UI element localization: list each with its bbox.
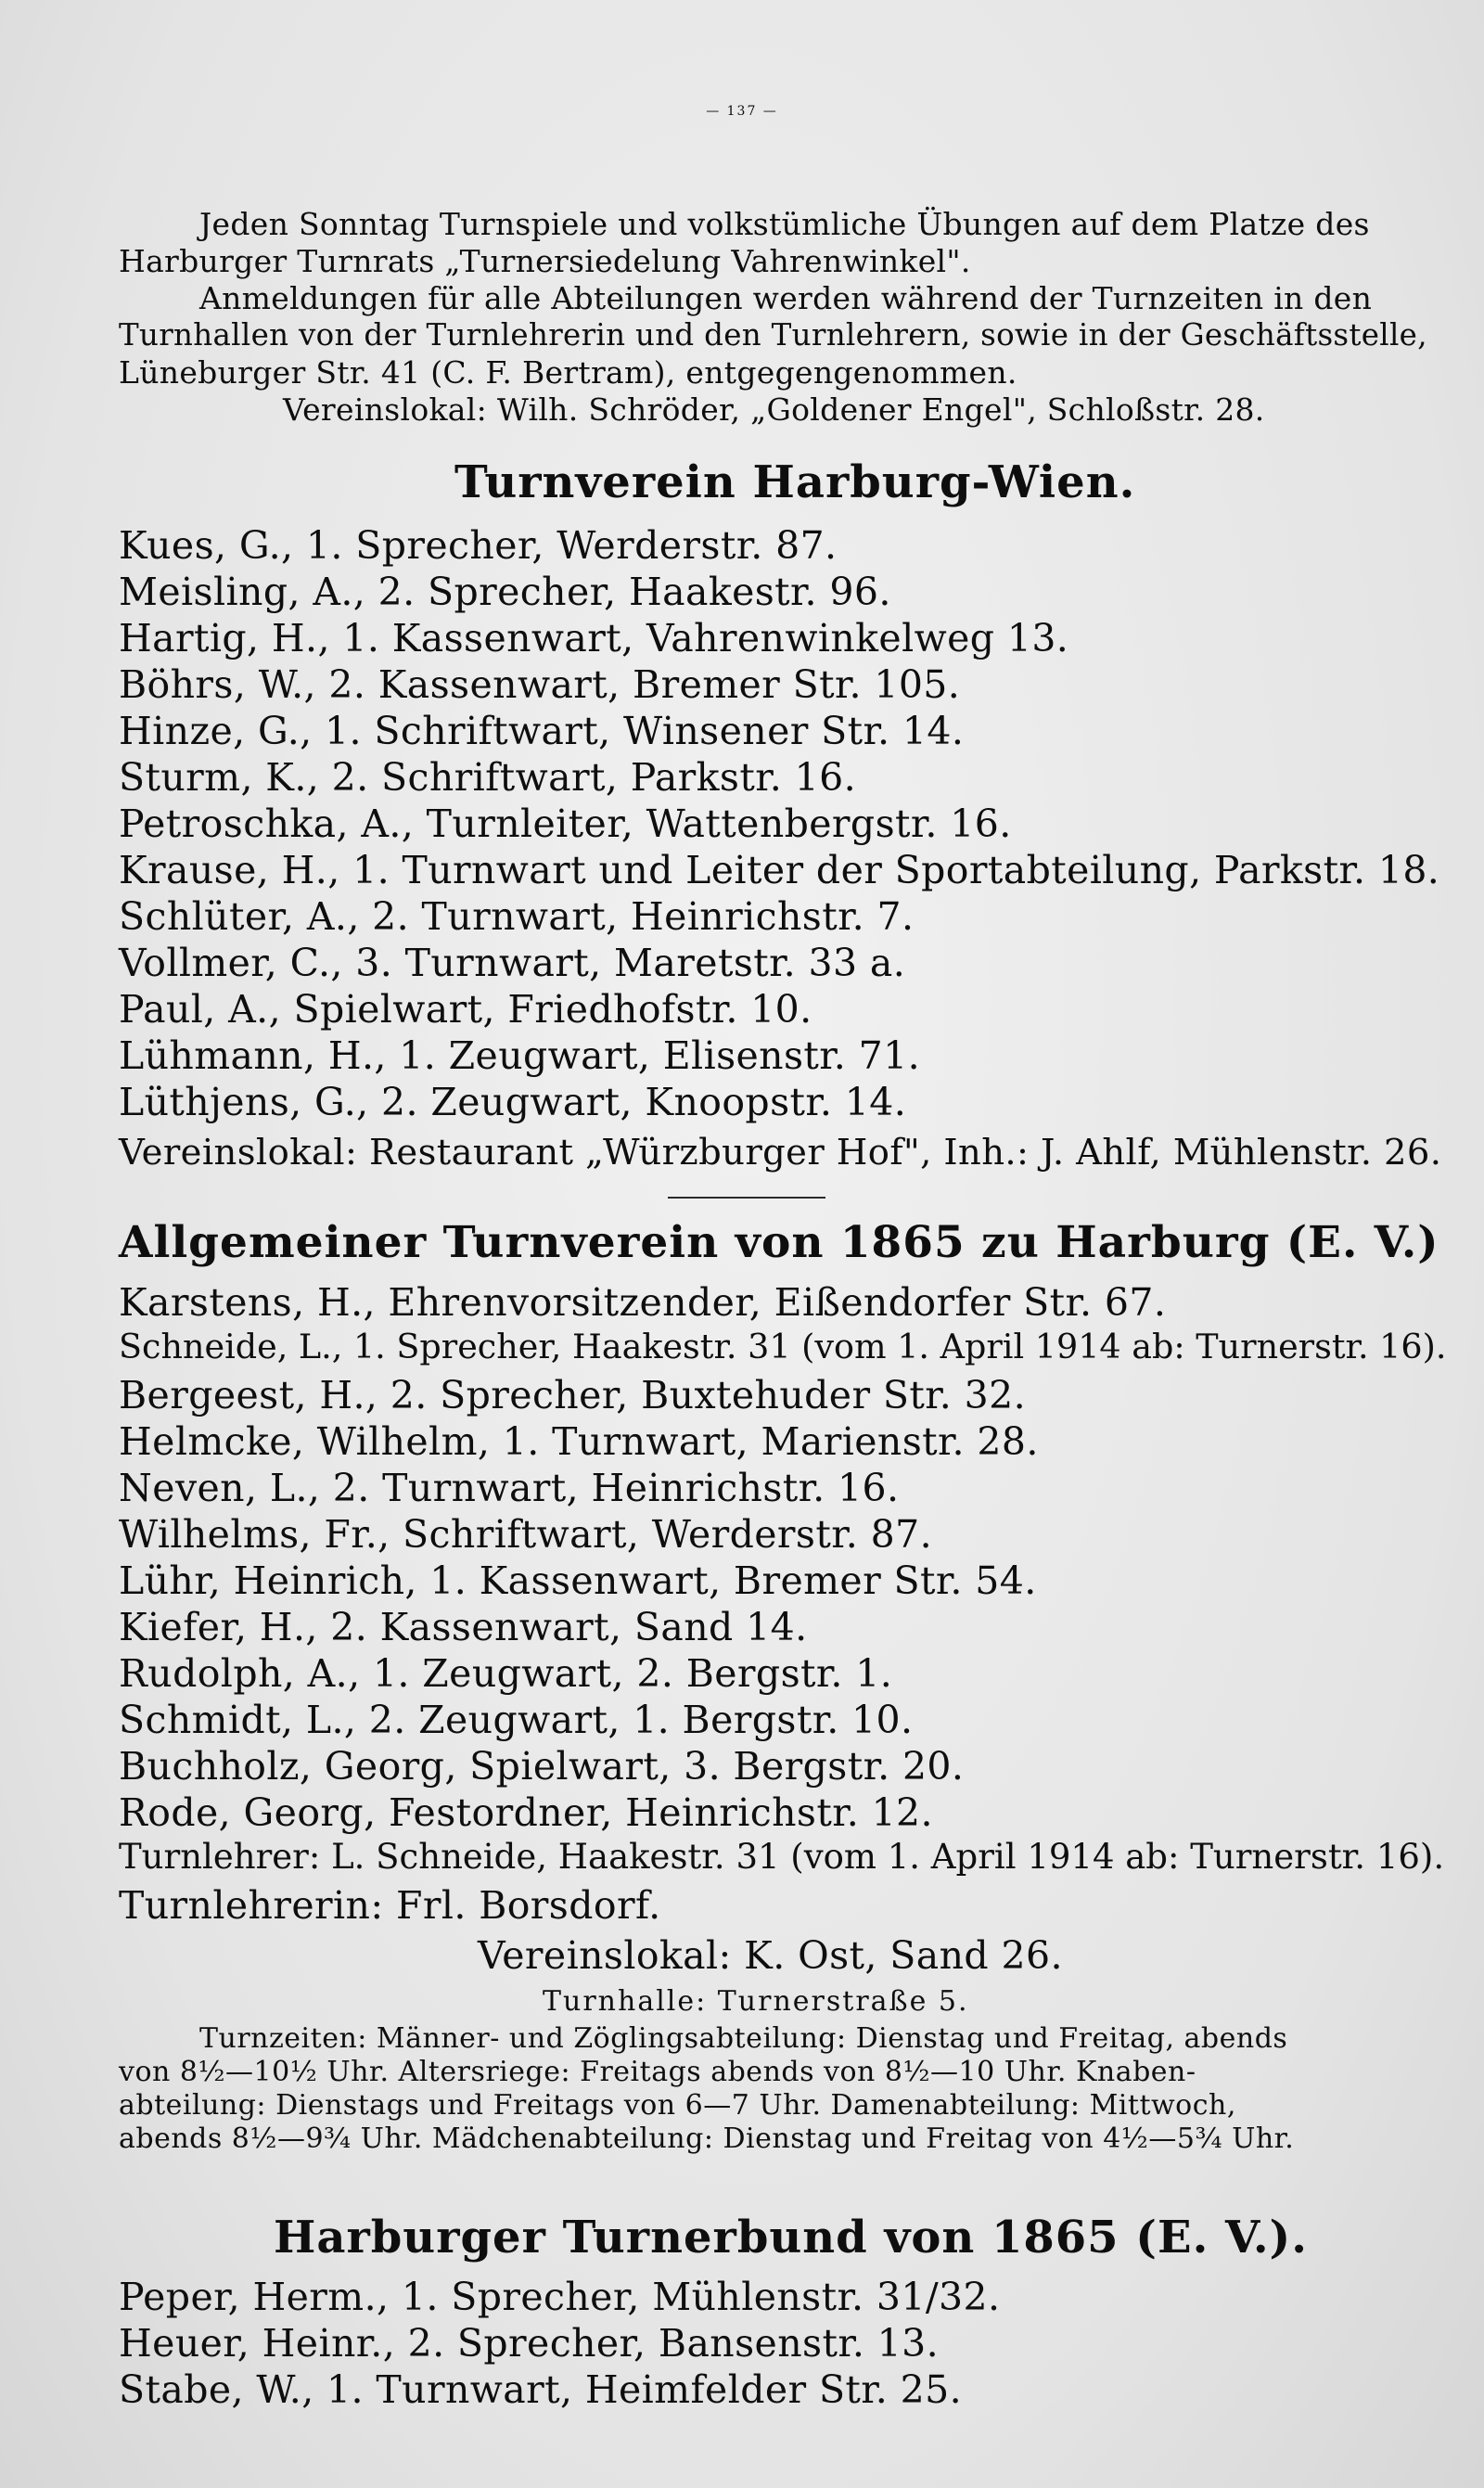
list-item: Bergeest, H., 2. Sprecher, Buxtehuder Str. 32.	[119, 1373, 1027, 1417]
list-item: Schneide, L., 1. Sprecher, Haakestr. 31 (vom 1. April 1914 ab: Turnerstr. 16).	[119, 1327, 1447, 1366]
section-title: Harburger Turnerbund von 1865 (E. V.).	[274, 2212, 1308, 2264]
list-item: Stabe, W., 1. Turnwart, Heimfelder Str. 25.	[119, 2367, 963, 2412]
list-item: Schmidt, L., 2. Zeugwart, 1. Bergstr. 10.	[119, 1698, 914, 1742]
list-item: Kues, G., 1. Sprecher, Werderstr. 87.	[119, 523, 838, 568]
section-title: Allgemeiner Turnverein von 1865 zu Harburg (E. V.)	[119, 1217, 1439, 1268]
page-number: — 137 —	[706, 104, 778, 119]
list-item: Kiefer, H., 2. Kassenwart, Sand 14.	[119, 1605, 808, 1649]
list-item: Vollmer, C., 3. Turnwart, Maretstr. 33 a.	[119, 941, 906, 985]
list-item: Neven, L., 2. Turnwart, Heinrichstr. 16.	[119, 1466, 900, 1510]
vereinslokal-line: Vereinslokal: Wilh. Schröder, „Goldener Engel", Schloßstr. 28.	[283, 391, 1265, 428]
intro-line: Anmeldungen für alle Abteilungen werden während der Turnzeiten in den	[199, 280, 1373, 316]
list-item: Heuer, Heinr., 2. Sprecher, Bansenstr. 13.	[119, 2321, 940, 2366]
list-item: Lüthjens, G., 2. Zeugwart, Knoopstr. 14.	[119, 1080, 907, 1124]
list-item: Rode, Georg, Festordner, Heinrichstr. 12.	[119, 1790, 933, 1835]
list-item: Peper, Herm., 1. Sprecher, Mühlenstr. 31/32.	[119, 2275, 1001, 2319]
list-item: Lühr, Heinrich, 1. Kassenwart, Bremer Str. 54.	[119, 1558, 1037, 1603]
turnzeiten-line: von 8½—10½ Uhr. Altersriege: Freitags abends von 8½—10 Uhr. Knaben-	[119, 2056, 1196, 2088]
list-item: Karstens, H., Ehrenvorsitzender, Eißendorfer Str. 67.	[119, 1280, 1167, 1325]
list-item: Böhrs, W., 2. Kassenwart, Bremer Str. 105.	[119, 662, 961, 707]
turnzeiten-line: Turnzeiten: Männer- und Zöglingsabteilung: Dienstag und Freitag, abends	[199, 2022, 1288, 2055]
list-item: Krause, H., 1. Turnwart und Leiter der Sportabteilung, Parkstr. 18.	[119, 848, 1440, 892]
list-item: Schlüter, A., 2. Turnwart, Heinrichstr. 7.	[119, 894, 915, 939]
turnlehrerin-line: Turnlehrerin: Frl. Borsdorf.	[119, 1883, 661, 1928]
intro-line: Jeden Sonntag Turnspiele und volkstümliche Übungen auf dem Platze des	[199, 206, 1370, 242]
intro-line: Harburger Turnrats „Turnersiedelung Vahrenwinkel".	[119, 243, 971, 279]
list-item: Lühmann, H., 1. Zeugwart, Elisenstr. 71.	[119, 1033, 921, 1078]
list-item: Wilhelms, Fr., Schriftwart, Werderstr. 87.	[119, 1512, 932, 1557]
list-item: Helmcke, Wilhelm, 1. Turnwart, Marienstr. 28.	[119, 1419, 1039, 1464]
list-item: Meisling, A., 2. Sprecher, Haakestr. 96.	[119, 570, 891, 614]
list-item: Buchholz, Georg, Spielwart, 3. Bergstr. 20.	[119, 1744, 965, 1789]
vereinslokal-line: Vereinslokal: K. Ost, Sand 26.	[478, 1933, 1063, 1978]
list-item: Paul, A., Spielwart, Friedhofstr. 10.	[119, 987, 812, 1032]
intro-line: Lüneburger Str. 41 (C. F. Bertram), entgegengenommen.	[119, 354, 1017, 391]
list-item: Rudolph, A., 1. Zeugwart, 2. Bergstr. 1.	[119, 1651, 893, 1696]
list-item: Sturm, K., 2. Schriftwart, Parkstr. 16.	[119, 755, 857, 800]
turnzeiten-line: abends 8½—9¾ Uhr. Mädchenabteilung: Dienstag und Freitag von 4½—5¾ Uhr.	[119, 2122, 1295, 2155]
list-item: Petroschka, A., Turnleiter, Wattenbergstr. 16.	[119, 802, 1012, 846]
list-item: Hartig, H., 1. Kassenwart, Vahrenwinkelweg 13.	[119, 616, 1069, 660]
turnhalle-line: Turnhalle: Turnerstraße 5.	[543, 1985, 969, 2018]
turnlehrer-line: Turnlehrer: L. Schneide, Haakestr. 31 (vom 1. April 1914 ab: Turnerstr. 16).	[119, 1837, 1445, 1877]
vereinslokal-line: Vereinslokal: Restaurant „Würzburger Hof", Inh.: J. Ahlf, Mühlenstr. 26.	[119, 1132, 1442, 1173]
intro-line: Turnhallen von der Turnlehrerin und den Turnlehrern, sowie in der Geschäftsstelle,	[119, 317, 1427, 353]
section-divider	[668, 1197, 825, 1199]
list-item: Hinze, G., 1. Schriftwart, Winsener Str. 14.	[119, 709, 965, 753]
section-title: Turnverein Harburg-Wien.	[454, 456, 1136, 508]
turnzeiten-line: abteilung: Dienstags und Freitags von 6—7 Uhr. Damenabteilung: Mittwoch,	[119, 2089, 1236, 2122]
